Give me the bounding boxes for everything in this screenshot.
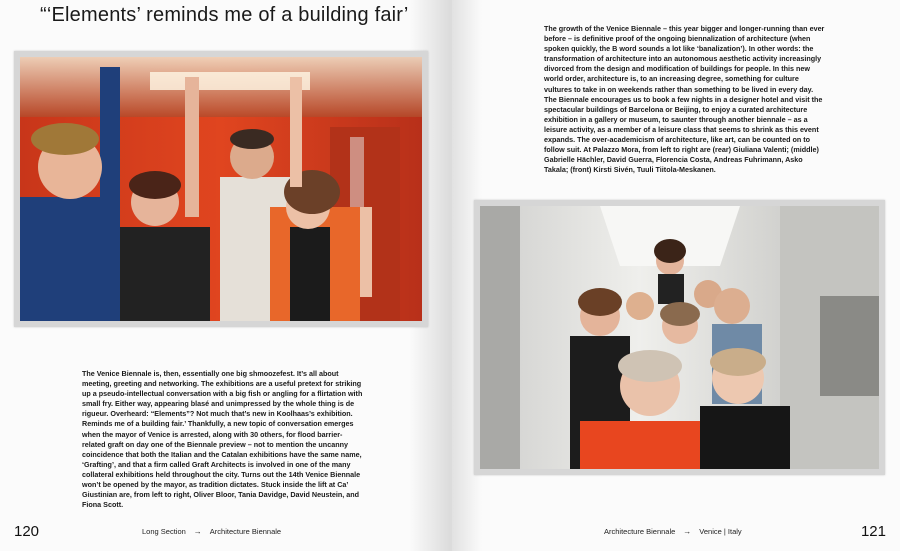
right-page <box>452 0 900 551</box>
left-page <box>0 0 449 551</box>
body-text-right: The growth of the Venice Biennale – this year bigger and longer-running than ever before – is definitive proof of the ongoing biennalization of architecture (when spoken quickly, the B word sounds a lot like ‘banalization’). In other words: the transformation of architecture into an autonomous aesthetic activity increasingly divorced from the design and modification of buildings for people. In this new world order, architecture is, to an increasing degree, something for culture vultures to take in on weekends rather than something to be lived in every day. The Biennale encourages us to book a few nights in a designer hotel and visit the spectacular buildings of Barcelona or Beijing, to enjoy a curated architecture exhibition in a gallery or museum, to saunter through another biennale – as a leisure activity, as a member of a leisure class that seems to shrink as this event expands. The over-academicism of architecture, like art, can be counted on to follow suit. At Palazzo Mora, from left to right are (rear) Giuliana Valenti; (middle) Gabrielle Hächler, David Guerra, Florencia Costa, Andreas Fuhrimann, Asko Takala; (front) Kirsti Sivén, Tuuli Tiitola-Meskanen. <box>544 24 825 175</box>
page-number: 121 <box>860 523 886 540</box>
running-section: Long Section <box>142 527 186 536</box>
running-footer-right <box>604 527 742 536</box>
running-topic: Architecture Biennale <box>604 527 676 536</box>
pull-quote: “‘Elements’ reminds me of a building fair’ <box>40 4 409 26</box>
arrow-icon: → <box>683 527 692 536</box>
running-topic: Architecture Biennale <box>209 527 282 536</box>
stairwell-photo-image <box>480 206 879 469</box>
lift-photo-image <box>20 57 422 321</box>
body-text-left: The Venice Biennale is, then, essentially one big shmoozefest. It’s all about meeting, greeting and networking. The exhibitions are a useful pretext for striking up a pseudo-intellectual conversation with a big fish or angling for a flirtation with small fry. Either way, appearing blasé and unimpressed by the whole thing is de rigueur. Overheard: “Elements”? Not much that’s new in Koolhaas’s exhibition. Reminds me of a building fair.’ Thankfully, a new topic of conversation emerges when the mayor of Venice is arrested, along with 30 others, for flood barrier-related graft on day one of the Biennale preview – not to mention the uncanny coincidence that both the Italian and the Catalan exhibitions have the same name, ‘Grafting’, and that a firm called Graft Architects is involved in one of the many collateral exhibitions held throughout the city. Turns out the 14th Venice Biennale won’t be opened by the mayor, as tradition dictates. Stuck inside the lift at Ca’ Giustinian are, from left to right, Oliver Bloor, Tania Davidge, David Neustein, and Fiona Scott. <box>82 369 363 510</box>
arrow-icon: → <box>193 527 202 536</box>
stairwell-photo <box>474 200 885 475</box>
lift-photo <box>14 51 428 327</box>
page-number: 120 <box>14 523 40 540</box>
running-footer-left <box>142 527 281 536</box>
running-location: Venice | Italy <box>699 527 742 536</box>
